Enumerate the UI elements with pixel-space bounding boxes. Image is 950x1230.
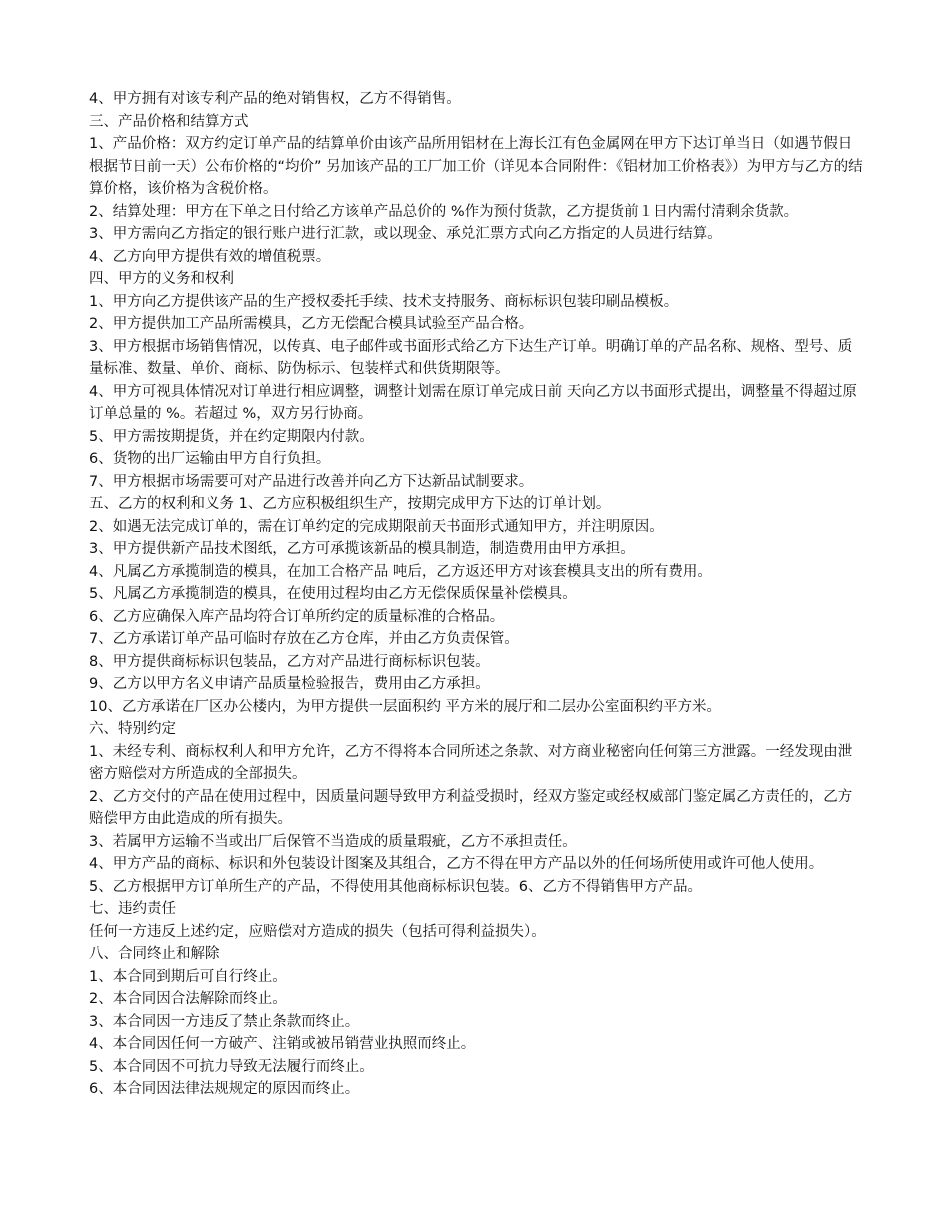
- clause-line: 3、甲方根据市场销售情况，以传真、电子邮件或书面形式给乙方下达生产订单。明确订单的产品名称、规格、型号、质量标准、数量、单价、商标、防伪标示、包装样式和供货期限等。: [89, 338, 853, 377]
- section-heading: 八、合同终止和解除: [89, 946, 220, 962]
- clause-line: 2、如遇无法完成订单的，需在订单约定的完成期限前天书面形式通知甲方，并注明原因。: [89, 518, 664, 535]
- clause-line: 2、结算处理：甲方在下单之日付给乙方该单产品总价的 %作为预付货款，乙方提货前１日内需付清剩余货款。: [89, 203, 799, 220]
- clause-line: 6、货物的出厂运输由甲方自行负担。: [89, 451, 331, 467]
- clause-line: 2、乙方交付的产品在使用过程中，因质量问题导致甲方利益受损时，经双方鉴定或经权威部门鉴定属乙方责任的，乙方赔偿甲方由此造成的所有损失。: [89, 788, 853, 827]
- clause-line: 6、乙方应确保入库产品均符合订单所约定的质量标准的合格品。: [89, 608, 505, 625]
- clause-line: 4、甲方可视具体情况对订单进行相应调整，调整计划需在原订单完成日前 天向乙方以书面形式提出，调整量不得超过原订单总量的 %。若超过 %，双方另行协商。: [89, 383, 857, 422]
- clause-line: 任何一方违反上述约定，应赔偿对方造成的损失（包括可得利益损失）。: [89, 923, 546, 940]
- clause-line: 7、乙方承诺订单产品可临时存放在乙方仓库，并由乙方负责保管。: [89, 631, 519, 647]
- section-heading: 四、甲方的义务和权利: [89, 271, 234, 287]
- clause-line: 9、乙方以甲方名义申请产品质量检验报告，费用由乙方承担。: [89, 676, 490, 692]
- section-heading: 三、产品价格和结算方式: [89, 113, 249, 130]
- clause-line: 10、乙方承诺在厂区办公楼内，为甲方提供一层面积约 平方米的展厅和二层办公室面积约平方米。: [89, 698, 722, 715]
- clause-line: 4、本合同因任何一方破产、注销或被吊销营业执照而终止。: [89, 1036, 476, 1052]
- clause-line: 7、甲方根据市场需要可对产品进行改善并向乙方下达新品试制要求。: [89, 473, 534, 490]
- clause-line: 3、若属甲方运输不当或出厂后保管不当造成的质量瑕疵，乙方不承担责任。: [89, 833, 577, 850]
- clause-line: 2、甲方提供加工产品所需模具，乙方无偿配合模具试验至产品合格。: [89, 316, 534, 332]
- clause-line: 5、凡属乙方承揽制造的模具，在使用过程均由乙方无偿保质保量补偿模具。: [89, 586, 577, 602]
- clause-line: 3、甲方提供新产品技术图纸，乙方可承揽该新品的模具制造，制造费用由甲方承担。: [89, 541, 635, 557]
- section-heading: 七、违约责任: [89, 901, 176, 917]
- clause-line: 6、本合同因法律法规规定的原因而终止。: [89, 1081, 360, 1097]
- section-heading: 六、特别约定: [89, 721, 176, 737]
- clause-line: 3、甲方需向乙方指定的银行账户进行汇款，或以现金、承兑汇票方式向乙方指定的人员进行结算。: [89, 226, 722, 242]
- clause-line: 1、产品价格：双方约定订单产品的结算单价由该产品所用铝材在上海长江有色金属网在甲方下达订单当日（如遇节假日根据节日前一天）公布价格的“均价” 另加该产品的工厂加工价（详见本合同附件：《铝材加工价格表》）为甲方与乙方的结算价格，该价格为含税价格。: [89, 136, 863, 197]
- document-body: [89, 88, 864, 1101]
- clause-line: 2、本合同因合法解除而终止。: [89, 991, 287, 1007]
- section-heading: 五、乙方的权利和义务 1、乙方应积极组织生产，按期完成甲方下达的订单计划。: [89, 496, 611, 512]
- clause-line: 5、本合同因不可抗力导致无法履行而终止。: [89, 1058, 374, 1075]
- clause-line: 4、甲方拥有对该专利产品的绝对销售权，乙方不得销售。: [89, 91, 461, 107]
- clause-line: 4、甲方产品的商标、标识和外包装设计图案及其组合，乙方不得在甲方产品以外的任何场所使用或许可他人使用。: [89, 856, 824, 872]
- clause-line: 5、甲方需按期提货，并在约定期限内付款。: [89, 428, 374, 445]
- clause-line: 8、甲方提供商标标识包装品，乙方对产品进行商标标识包装。: [89, 653, 490, 670]
- clause-line: 1、甲方向乙方提供该产品的生产授权委托手续、技术支持服务、商标标识包装印刷品模板。: [89, 293, 679, 310]
- clause-line: 4、乙方向甲方提供有效的增值税票。: [89, 248, 331, 265]
- clause-line: 1、本合同到期后可自行终止。: [89, 968, 287, 985]
- clause-line: 1、未经专利、商标权利人和甲方允许，乙方不得将本合同所述之条款、对方商业秘密向任何第三方泄露。一经发现由泄密方赔偿对方所造成的全部损失。: [89, 743, 853, 782]
- clause-line: 4、凡属乙方承揽制造的模具，在加工合格产品 吨后，乙方返还甲方对该套模具支出的所有费用。: [89, 563, 712, 580]
- clause-line: 3、本合同因一方违反了禁止条款而终止。: [89, 1013, 360, 1030]
- clause-line: 5、乙方根据甲方订单所生产的产品，不得使用其他商标标识包装。6、乙方不得销售甲方产品。: [89, 878, 702, 895]
